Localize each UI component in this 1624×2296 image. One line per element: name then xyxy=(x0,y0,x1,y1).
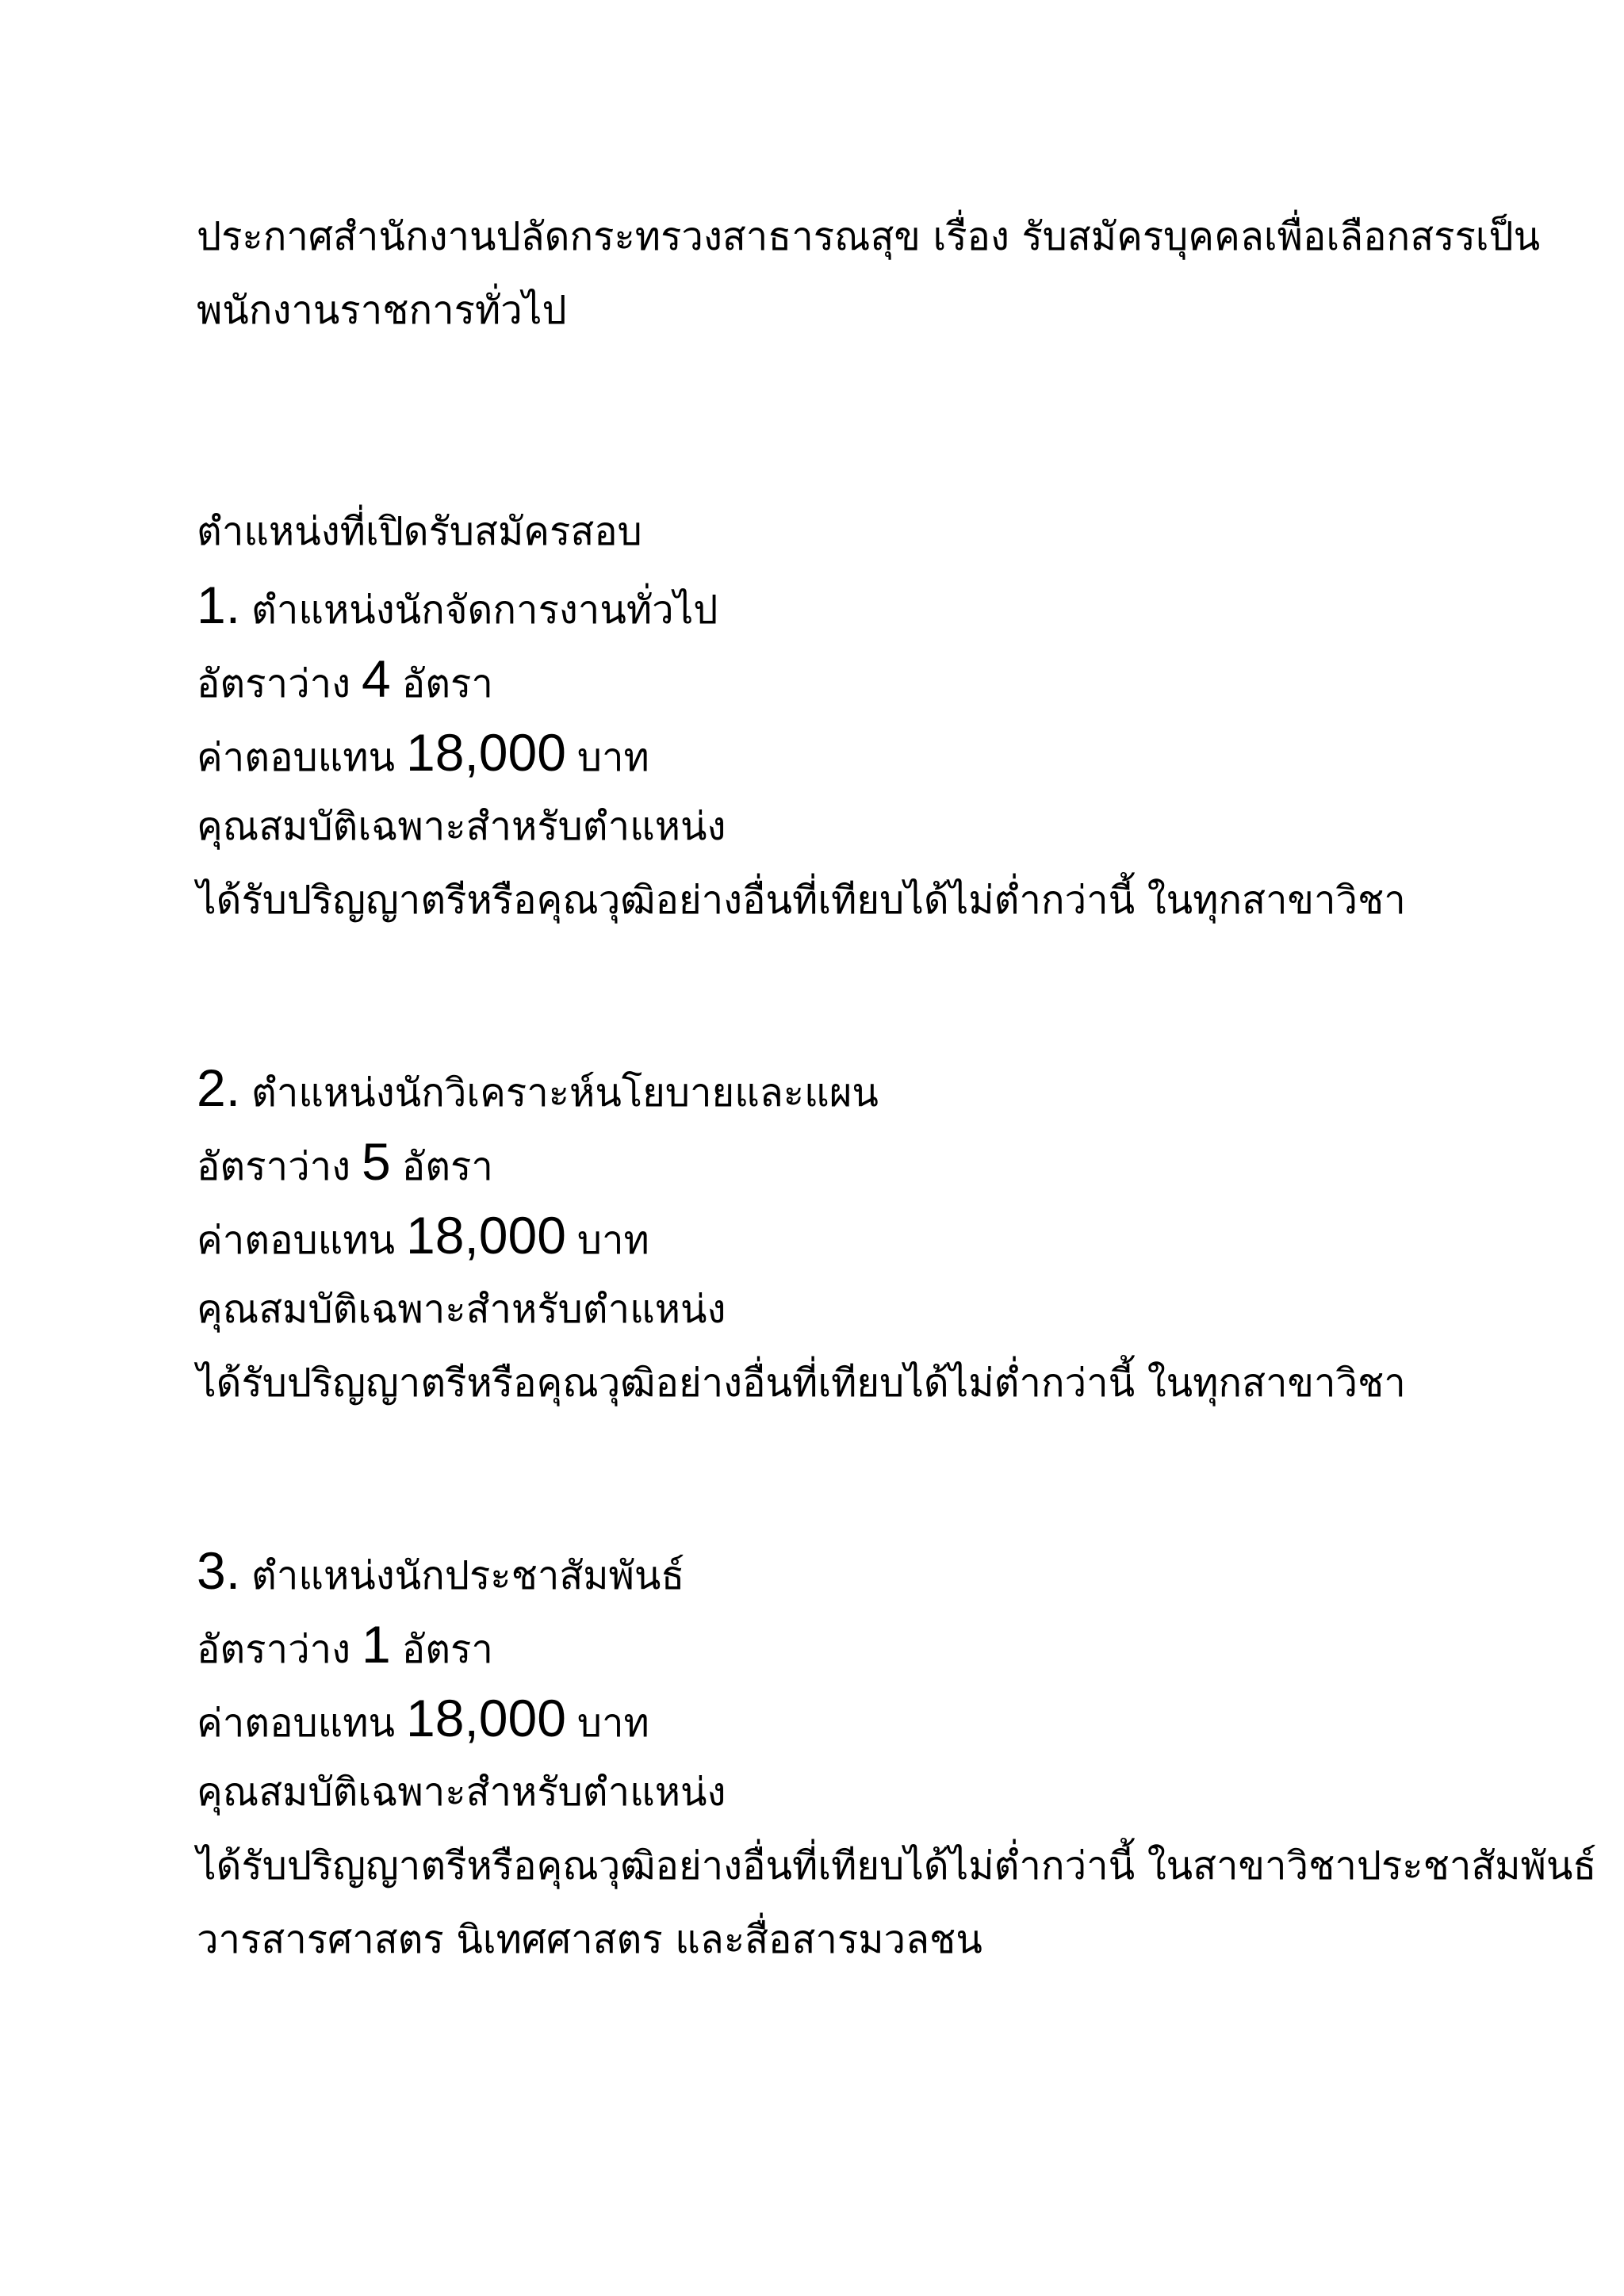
vacancy-label: อัตราว่าง xyxy=(197,1627,351,1672)
vacancy-line xyxy=(197,642,1465,716)
salary-line xyxy=(197,1682,1465,1755)
position-number: 2. xyxy=(197,1058,241,1117)
vacancy-unit: อัตรา xyxy=(401,661,493,706)
position-number: 1. xyxy=(197,576,241,634)
position-title-line xyxy=(197,568,1465,642)
position-title: ตำแหน่งนักวิเคราะห์นโยบายและแผน xyxy=(251,1070,879,1115)
spacer xyxy=(197,1420,1465,1534)
vacancy-count: 1 xyxy=(362,1615,391,1674)
salary-unit: บาท xyxy=(576,1701,649,1746)
vacancy-unit: อัตรา xyxy=(401,1144,493,1189)
vacancy-line xyxy=(197,1125,1465,1199)
position-block-3 xyxy=(197,1534,1597,1976)
qualification-heading: คุณสมบัติเฉพาะสำหรับตำแหน่ง xyxy=(197,1287,726,1332)
position-title-line xyxy=(197,1051,1465,1125)
vacancy-unit: อัตรา xyxy=(401,1627,493,1672)
position-title: ตำแหน่งนักประชาสัมพันธ์ xyxy=(251,1553,685,1598)
qualification-text: ได้รับปริญญาตรีหรือคุณวุฒิอย่างอื่นที่เทียบได้ไม่ต่ำกว่านี้ ในสาขาวิชาประชาสัมพันธ์ xyxy=(197,1843,1597,1888)
salary-unit: บาท xyxy=(576,1218,649,1263)
salary-amount: 18,000 xyxy=(406,1206,566,1265)
qualification-heading: คุณสมบัติเฉพาะสำหรับตำแหน่ง xyxy=(197,1770,726,1815)
position-block-2 xyxy=(197,1051,1465,1420)
spacer xyxy=(197,937,1465,1051)
spacer xyxy=(197,347,1465,495)
salary-unit: บาท xyxy=(576,735,649,780)
vacancy-line xyxy=(197,1608,1465,1682)
qualification-text-continued: วารสารศาสตร นิเทศศาสตร และสื่อสารมวลชน xyxy=(197,1917,982,1962)
position-title-line xyxy=(197,1534,1465,1608)
qualification-heading: คุณสมบัติเฉพาะสำหรับตำแหน่ง xyxy=(197,804,726,849)
salary-label: ค่าตอบแทน xyxy=(197,1218,396,1263)
salary-line xyxy=(197,716,1465,790)
qualification-text: ได้รับปริญญาตรีหรือคุณวุฒิอย่างอื่นที่เทียบได้ไม่ต่ำกว่านี้ ในทุกสาขาวิชา xyxy=(197,1360,1406,1406)
salary-amount: 18,000 xyxy=(406,723,566,782)
salary-amount: 18,000 xyxy=(406,1689,566,1747)
document-title-line-2: พนักงานราชการทั่วไป xyxy=(197,288,567,333)
position-number: 3. xyxy=(197,1541,241,1600)
vacancy-label: อัตราว่าง xyxy=(197,661,351,706)
document-title-line-1: ประกาศสำนักงานปลัดกระทรวงสาธารณสุข เรื่อง รับสมัครบุคคลเพื่อเลือกสรรเป็น xyxy=(197,214,1541,259)
section-heading: ตำแหน่งที่เปิดรับสมัครสอบ xyxy=(197,509,642,554)
salary-label: ค่าตอบแทน xyxy=(197,735,396,780)
position-title: ตำแหน่งนักจัดการงานทั่วไป xyxy=(251,587,718,633)
vacancy-label: อัตราว่าง xyxy=(197,1144,351,1189)
document-body xyxy=(197,200,1597,1976)
vacancy-count: 5 xyxy=(362,1132,391,1191)
position-block-1 xyxy=(197,568,1465,937)
vacancy-count: 4 xyxy=(362,649,391,708)
salary-line xyxy=(197,1199,1465,1272)
salary-label: ค่าตอบแทน xyxy=(197,1701,396,1746)
qualification-text: ได้รับปริญญาตรีหรือคุณวุฒิอย่างอื่นที่เทียบได้ไม่ต่ำกว่านี้ ในทุกสาขาวิชา xyxy=(197,878,1406,923)
